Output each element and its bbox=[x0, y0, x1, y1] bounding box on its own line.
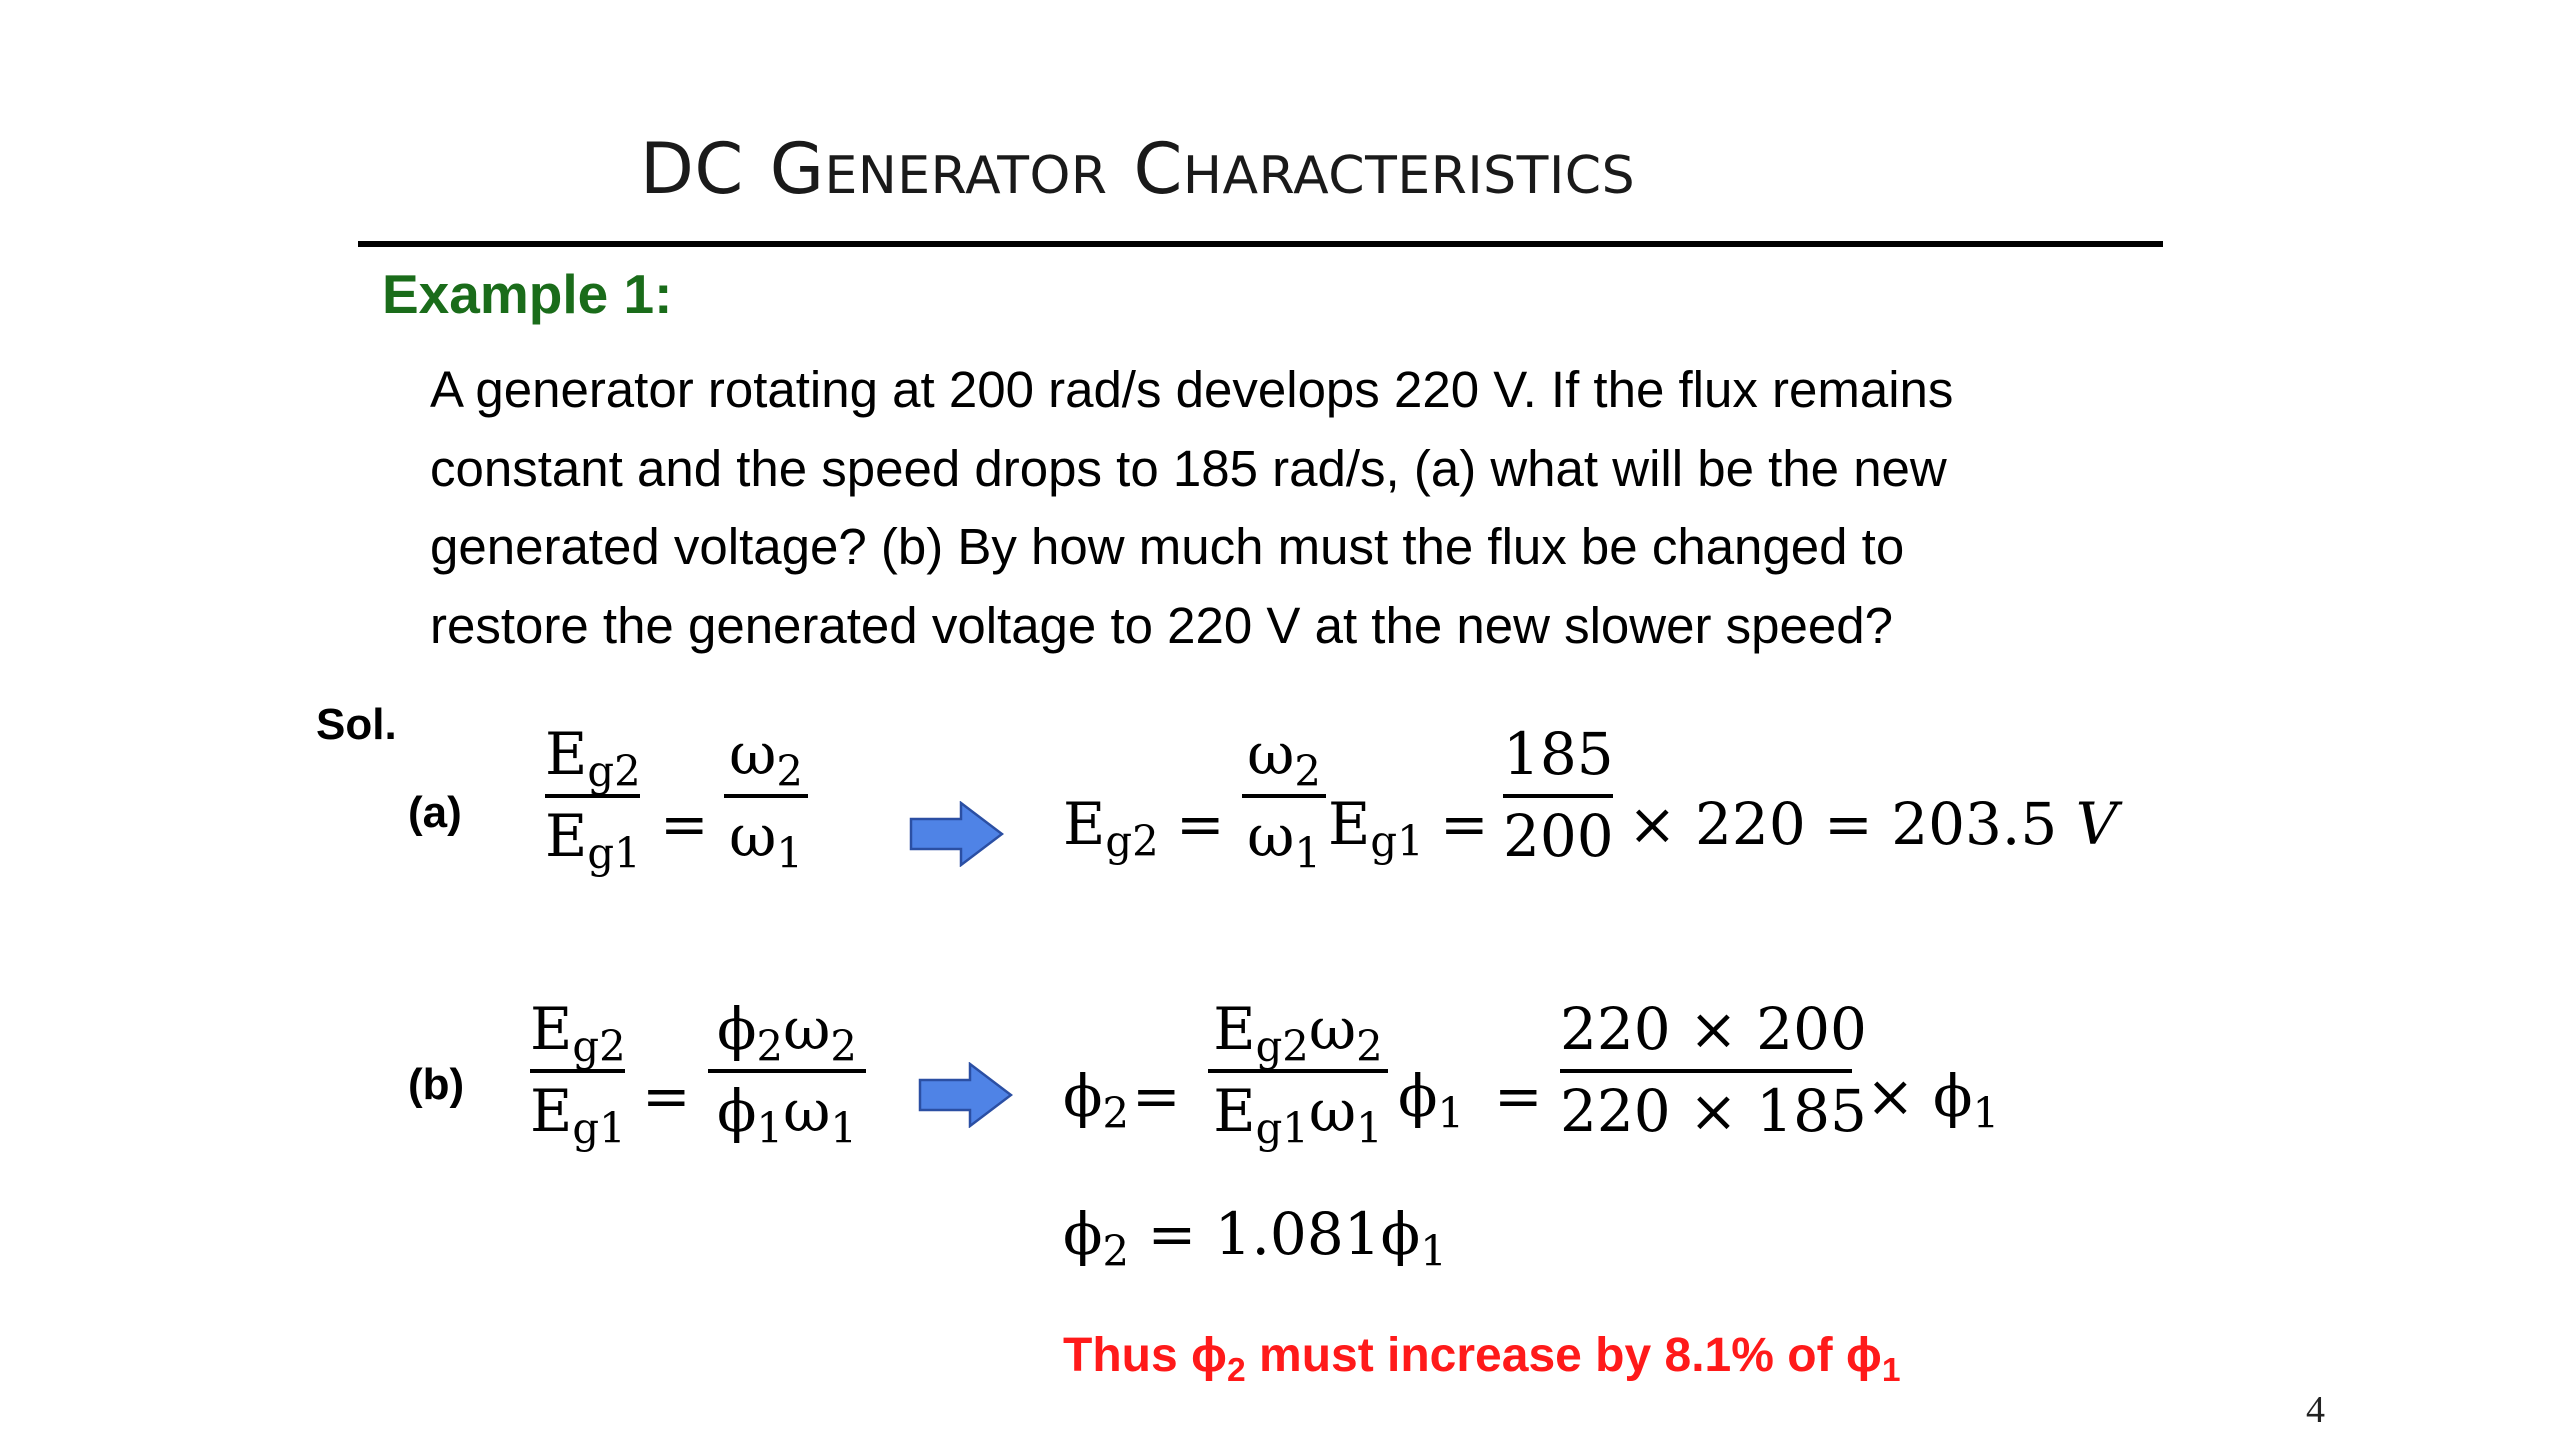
eq-b-result-tail: × $\phi_1$ bbox=[1866, 1062, 2000, 1138]
part-a-label: (a) bbox=[408, 788, 462, 837]
unit-volt: V bbox=[2075, 790, 2118, 858]
solution-label: Sol. bbox=[316, 700, 397, 749]
slide-title: DC GENERATOR CHARACTERISTICS bbox=[640, 128, 1636, 210]
problem-line: A generator rotating at 200 rad/s develops 220 V. If the flux remains bbox=[430, 361, 1954, 418]
eq-b-rhs-fraction: $\phi_2\omega_2$ $\phi_1\omega_1$ bbox=[708, 995, 866, 1145]
problem-statement bbox=[430, 351, 1953, 665]
implies-arrow-icon bbox=[918, 1062, 1013, 1128]
eq-a-numeric-fraction: 185 200 bbox=[1503, 720, 1614, 870]
problem-line: constant and the speed drops to 185 rad/s, (a) what will be the new bbox=[430, 439, 1947, 497]
eq-b-result-multiplier: $\phi_1$ bbox=[1398, 1062, 1465, 1138]
eq-a-result-multiplier: $E_{g1}$ bbox=[1328, 790, 1424, 866]
equals-sign: = bbox=[1440, 790, 1489, 858]
equals-sign: = bbox=[1494, 1062, 1543, 1130]
eq-a-result-lhs: $E_{g2}$ bbox=[1063, 790, 1159, 866]
equals-sign: = bbox=[642, 1062, 691, 1130]
eq-a-rhs-fraction: $\omega_2$ $\omega_1$ bbox=[724, 720, 808, 870]
eq-a-result-fraction: $\omega_2$ $\omega_1$ bbox=[1242, 720, 1326, 870]
equals-sign: = bbox=[660, 790, 709, 858]
part-b-label: (b) bbox=[408, 1060, 465, 1109]
eq-b-final-result: $\phi_2 = 1.081\phi_1$ bbox=[1063, 1200, 1447, 1276]
implies-arrow-icon bbox=[909, 801, 1004, 867]
eq-b-lhs-fraction: $E_{g2}$ $E_{g1}$ bbox=[530, 995, 626, 1153]
eq-b-numeric-fraction: 220 × 200 220 × 185 bbox=[1560, 995, 1867, 1145]
eq-b-result-fraction: $E_{g2}\omega_2$ $E_{g1}\omega_1$ bbox=[1208, 995, 1388, 1145]
conclusion-text: Thus $\phi_2$ must increase by 8.1% of $\phi_1$ bbox=[1063, 1329, 1901, 1390]
equals-sign: = bbox=[1132, 1062, 1181, 1130]
eq-b-result-lhs: $\phi_2$ bbox=[1063, 1062, 1130, 1138]
problem-line: restore the generated voltage to 220 V at the new slower speed? bbox=[430, 596, 1893, 654]
eq-a-lhs-fraction: $E_{g2}$ $E_{g1}$ bbox=[545, 720, 641, 878]
page-number: 4 bbox=[2306, 1389, 2325, 1431]
eq-a-result-value: × 220 = 203.5 V bbox=[1628, 790, 2118, 858]
equals-sign: = bbox=[1176, 790, 1225, 858]
problem-line: generated voltage? (b) By how much must the flux be changed to bbox=[430, 518, 1905, 575]
title-divider bbox=[358, 241, 2163, 247]
example-label: Example 1: bbox=[382, 263, 673, 325]
